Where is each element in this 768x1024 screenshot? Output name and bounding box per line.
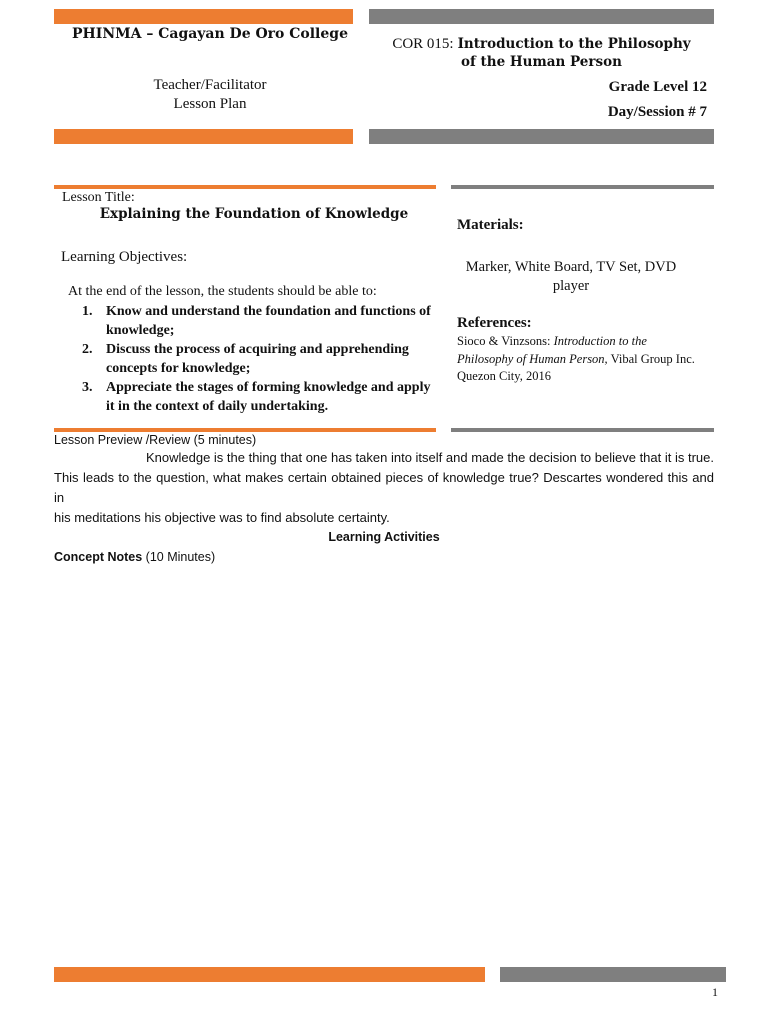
header-top-orange-bar — [54, 9, 353, 24]
course-code: COR 015: — [392, 36, 454, 52]
preview-line2: This leads to the question, what makes certain obtained pieces of knowledge true? Descartes wondered this and in — [54, 470, 714, 505]
objective-text-line1: Appreciate the stages of forming knowledge and apply — [106, 380, 431, 395]
materials-text — [451, 258, 691, 296]
materials-top-rule — [451, 185, 714, 189]
objective-text-line2: knowledge; — [106, 323, 175, 338]
preview-line1: Knowledge is the thing that one has taken into itself and made the decision to believe that it is true. — [145, 450, 714, 465]
college-name: PHINMA – Cagayan De Oro College — [72, 26, 348, 42]
concept-notes — [54, 550, 215, 564]
header-top-gray-bar — [369, 9, 714, 24]
lesson-bottom-rule — [54, 428, 436, 432]
references-label: References: — [457, 315, 532, 331]
materials-bottom-rule — [451, 428, 714, 432]
lesson-title: Explaining the Foundation of Knowledge — [99, 206, 409, 222]
header-bottom-orange-bar — [54, 129, 353, 144]
course-title-line2: of the Human Person — [461, 54, 622, 70]
objective-item — [68, 340, 438, 378]
references-line1 — [457, 333, 715, 351]
objective-text-line2: concepts for knowledge; — [106, 361, 251, 376]
header-bottom-gray-bar — [369, 129, 714, 144]
objective-number: 1. — [82, 304, 93, 319]
materials-label: Materials: — [457, 217, 524, 233]
references-book-line2: Philosophy of Human Person, — [457, 351, 608, 366]
objectives-list — [68, 302, 438, 416]
footer-orange-bar — [54, 967, 485, 982]
references-authors: Sioco & Vinzsons: — [457, 334, 554, 348]
preview-label: Lesson Preview /Review (5 minutes) — [54, 433, 257, 447]
footer-gray-bar — [500, 967, 726, 982]
doc-type-line2: Lesson Plan — [173, 96, 247, 112]
doc-type — [54, 76, 366, 114]
references-book-line1: Introduction to the — [553, 334, 647, 348]
course-title — [369, 35, 714, 71]
materials-line2: player — [552, 278, 590, 294]
objective-item — [68, 378, 438, 416]
learning-activities-heading: Learning Activities — [328, 530, 440, 544]
course-title-line1: Introduction to the Philosophy — [457, 36, 691, 52]
objective-text-line1: Know and understand the foundation and functions of — [106, 304, 431, 319]
references-city: Quezon City, 2016 — [457, 369, 551, 383]
preview-line3: his meditations his objective was to find absolute certainty. — [54, 510, 390, 525]
materials-line1: Marker, White Board, TV Set, DVD — [465, 259, 677, 275]
grade-level: Grade Level 12 — [608, 79, 707, 95]
course-title-line1-wrap — [369, 35, 714, 53]
preview-text — [54, 448, 714, 528]
objectives-intro: At the end of the lesson, the students should be able to: — [68, 284, 377, 299]
concept-notes-time: (10 Minutes) — [142, 550, 216, 564]
objective-text-line1: Discuss the process of acquiring and apprehending — [106, 342, 409, 357]
objective-item — [68, 302, 438, 340]
objective-number: 3. — [82, 380, 93, 395]
concept-notes-label: Concept Notes — [54, 550, 143, 564]
references-line2 — [457, 351, 715, 369]
references-text — [457, 333, 715, 386]
objectives-label: Learning Objectives: — [61, 249, 188, 265]
session-number: Day/Session # 7 — [607, 104, 707, 120]
lesson-title-label: Lesson Title: — [62, 190, 135, 205]
objective-text-line2: it in the context of daily undertaking. — [106, 399, 329, 414]
objective-number: 2. — [82, 342, 93, 357]
references-publisher: Vibal Group Inc. — [607, 351, 695, 366]
doc-type-line1: Teacher/Facilitator — [153, 77, 267, 93]
page-number: 1 — [712, 985, 718, 999]
lesson-top-rule — [54, 185, 436, 189]
